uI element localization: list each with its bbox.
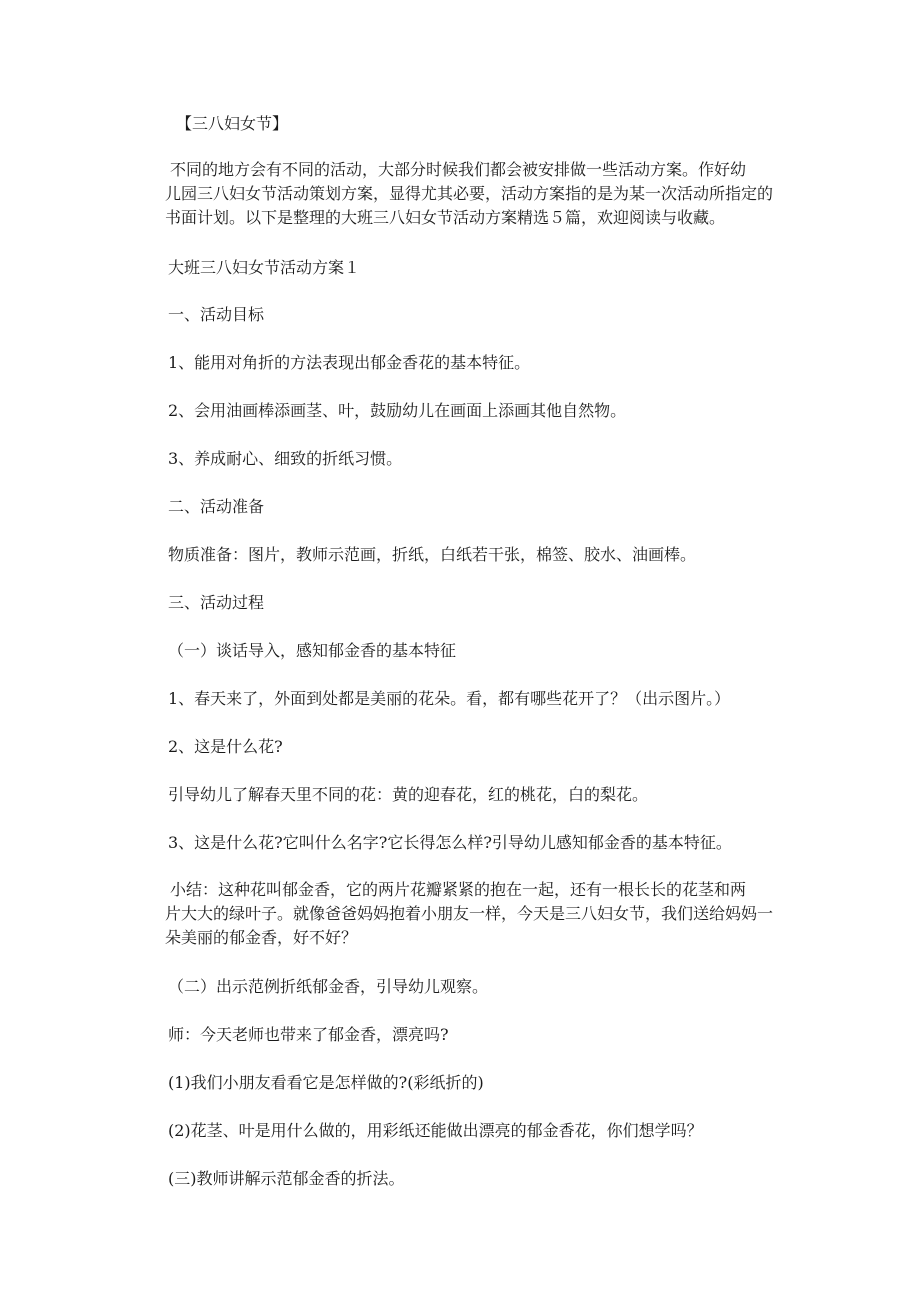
intro-line: 儿园三八妇女节活动策划方案，显得尤其必要，活动方案指的是为某一次活动所指定的 <box>165 184 774 203</box>
intro-line: 书面计划。以下是整理的大班三八妇女节活动方案精选５篇，欢迎阅读与收藏。 <box>165 208 726 227</box>
teacher-line: 师：今天老师也带来了郁金香，漂亮吗? <box>168 1025 449 1044</box>
section-heading-process: 三、活动过程 <box>168 593 265 612</box>
numbered-item: (三)教师讲解示范郁金香的折法。 <box>168 1169 405 1188</box>
numbered-item: (1)我们小朋友看看它是怎样做的?(彩纸折的) <box>168 1073 484 1092</box>
goal-item: 2、会用油画棒添画茎、叶，鼓励幼儿在画面上添画其他自然物。 <box>168 401 627 420</box>
materials-text: 物质准备：图片，教师示范画，折纸，白纸若干张，棉签、胶水、油画棒。 <box>168 545 697 564</box>
section-heading-preparation: 二、活动准备 <box>168 497 265 516</box>
section-heading-goals: 一、活动目标 <box>168 305 265 324</box>
document-heading: 【三八妇女节】 <box>176 114 289 133</box>
plan-title: 大班三八妇女节活动方案１ <box>168 258 361 277</box>
intro-line: 不同的地方会有不同的活动，大部分时候我们都会被安排做一些活动方案。作好幼 <box>170 160 747 179</box>
step-heading: （二）出示范例折纸郁金香，引导幼儿观察。 <box>168 977 489 996</box>
step-heading: （一）谈话导入，感知郁金香的基本特征 <box>168 641 457 660</box>
question-item: 1、春天来了，外面到处都是美丽的花朵。看，都有哪些花开了？（出示图片。） <box>168 689 731 708</box>
intro-paragraph <box>165 158 774 230</box>
goal-item: 1、能用对角折的方法表现出郁金香花的基本特征。 <box>168 353 531 372</box>
numbered-item: (2)花茎、叶是用什么做的，用彩纸还能做出漂亮的郁金香花，你们想学吗？ <box>168 1121 703 1140</box>
summary-line: 小结：这种花叫郁金香，它的两片花瓣紧紧的抱在一起，还有一根长长的花茎和两 <box>170 880 747 899</box>
goal-item: 3、养成耐心、细致的折纸习惯。 <box>168 449 403 468</box>
summary-line: 朵美丽的郁金香，好不好？ <box>165 928 358 947</box>
question-item: 3、这是什么花?它叫什么名字?它长得怎么样?引导幼儿感知郁金香的基本特征。 <box>168 833 732 852</box>
summary-line: 片大大的绿叶子。就像爸爸妈妈抱着小朋友一样，今天是三八妇女节，我们送给妈妈一 <box>165 904 774 923</box>
question-item: 2、这是什么花? <box>168 737 283 756</box>
summary-paragraph <box>165 878 774 950</box>
guide-text: 引导幼儿了解春天里不同的花：黄的迎春花，红的桃花，白的梨花。 <box>168 785 649 804</box>
